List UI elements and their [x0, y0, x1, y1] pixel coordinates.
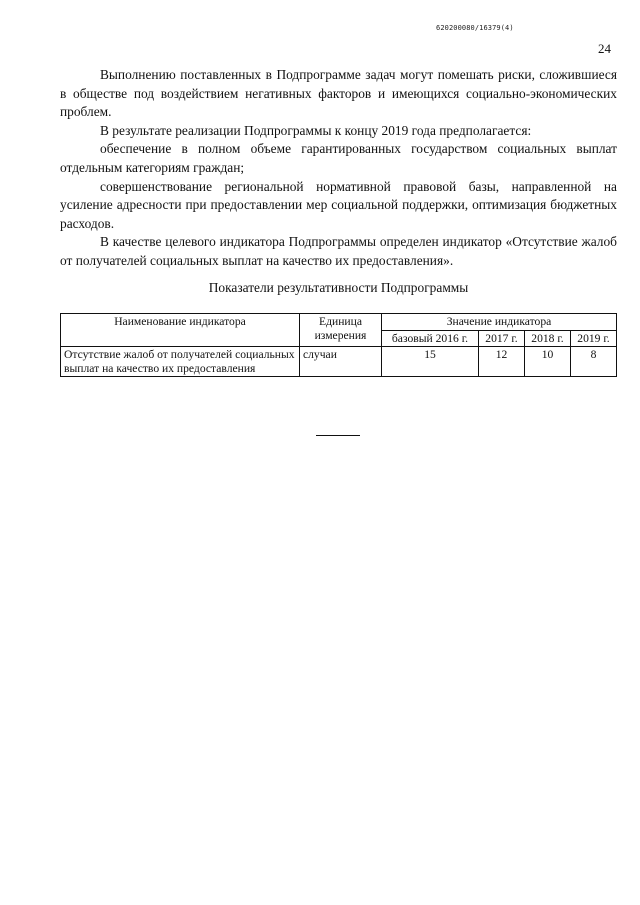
paragraph-legal-base: совершенствование региональной нормативной правовой базы, направленной на усиление адресности при предоставлении мер социальной поддержки, оптимизация бюджетных расходов. [60, 178, 617, 231]
paragraph-social-payments: обеспечение в полном объеме гарантированных государством социальных выплат отдельным категориям граждан; [60, 141, 617, 175]
header-indicator-name: Наименование индикатора [61, 314, 300, 347]
table-title: Показатели результативности Подпрограммы [208, 280, 469, 295]
indicators-table [60, 313, 617, 377]
header-year-2018: 2018 г. [524, 330, 570, 347]
header-value-group: Значение индикатора [382, 314, 617, 331]
table-row [61, 347, 617, 377]
paragraph-expected-results: В результате реализации Подпрограммы к концу 2019 года предполагается: [100, 122, 532, 138]
document-code: 620200080/16379(4) [436, 24, 514, 32]
cell-value-2018: 10 [524, 347, 570, 377]
header-unit: Единица измерения [300, 314, 382, 347]
paragraph-target-indicator: В качестве целевого индикатора Подпрограммы определен индикатор «Отсутствие жалоб от получателей социальных выплат на качество их предоставления». [60, 234, 617, 268]
header-year-2019: 2019 г. [570, 330, 616, 347]
cell-value-base: 15 [382, 347, 479, 377]
header-year-2017: 2017 г. [478, 330, 524, 347]
cell-value-2019: 8 [570, 347, 616, 377]
body-text [60, 66, 617, 271]
cell-value-2017: 12 [478, 347, 524, 377]
header-year-base: базовый 2016 г. [382, 330, 479, 347]
cell-indicator-name: Отсутствие жалоб от получателей социальных выплат на качество их предоставления [61, 347, 300, 377]
paragraph-risks: Выполнению поставленных в Подпрограмме задач могут помешать риски, сложившиеся в обществе под воздействием негативных факторов и имеющихся социально-экономических проблем. [60, 67, 617, 120]
page-number: 24 [598, 41, 611, 56]
table-header-row [61, 314, 617, 331]
cell-unit: случаи [300, 347, 382, 377]
end-divider [316, 435, 360, 436]
